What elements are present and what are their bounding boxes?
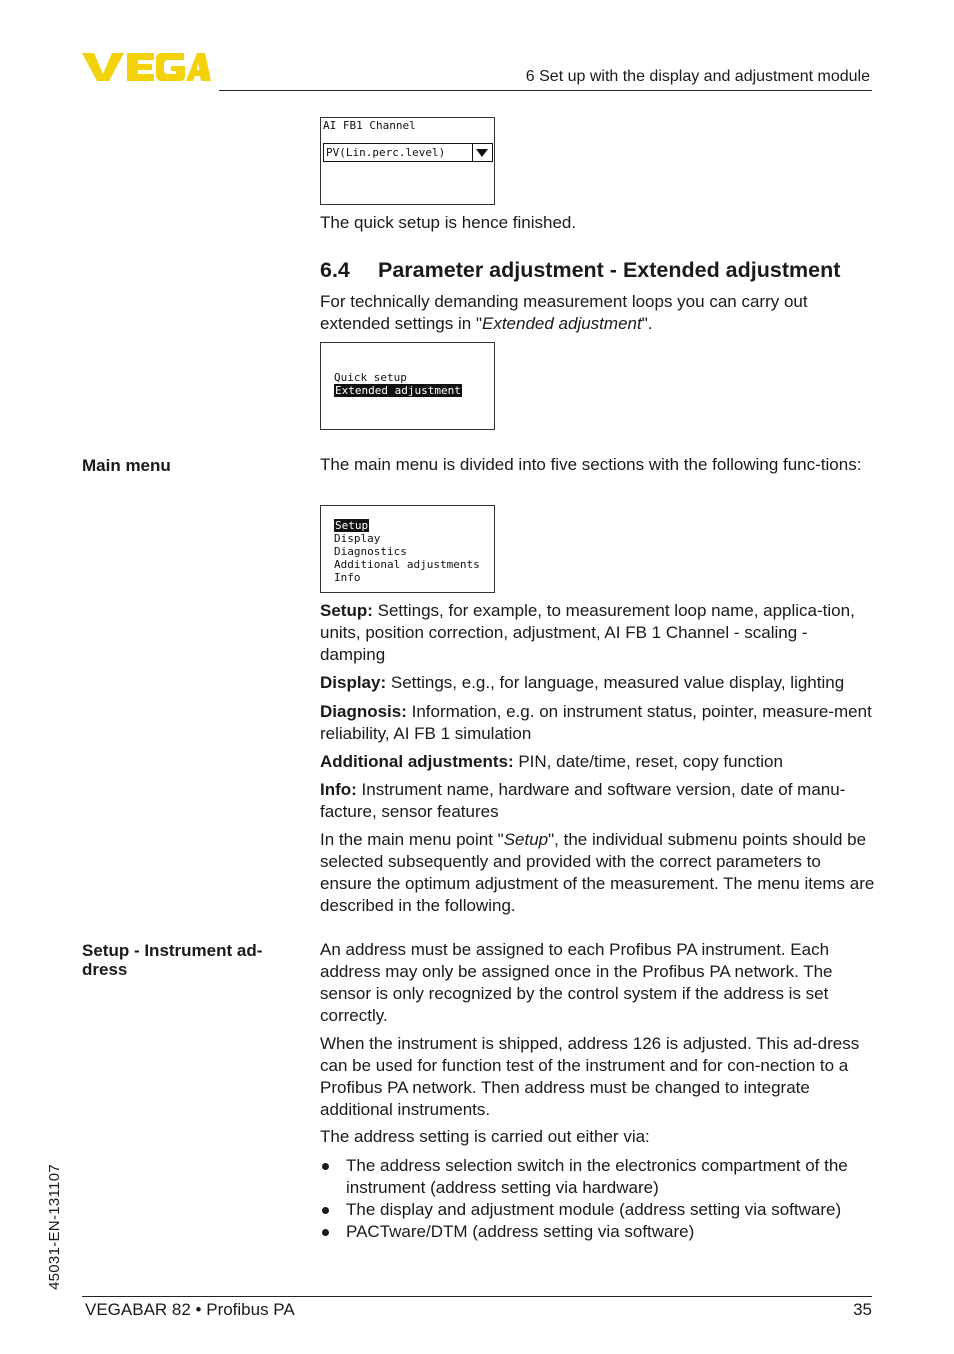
chapter-heading: 6 Set up with the display and adjustment module [525, 68, 870, 85]
address-method-list [320, 1155, 876, 1243]
setup-note: In the main menu point "Setup", the individual submenu points should be selected subsequently and provided with the correct parameters to ensure the optimum adjustment of the measurement. The menu items are described in the following. [320, 830, 875, 915]
menu-description-additional-adjustments: Additional adjustments: PIN, date/time, reset, copy function [320, 752, 783, 771]
menu-description-setup: Setup: Settings, for example, to measurement loop name, applica-tion, units, position correction, adjustment, AI FB 1 Channel - scaling - damping [320, 601, 855, 664]
lcd-menu-item-info[interactable]: Info [334, 571, 361, 584]
lcd-menu-item-additional-adjustments[interactable]: Additional adjustments [334, 558, 480, 571]
section-number: 6.4 [320, 258, 350, 282]
quick-setup-finished-text: The quick setup is hence finished. [320, 213, 577, 232]
lcd-ai-fb1-channel-screen [320, 117, 495, 205]
lcd-screen-title: AI FB1 Channel [323, 119, 416, 132]
list-item: PACTware/DTM (address setting via software) [320, 1221, 876, 1243]
instrument-address-para-2: When the instrument is shipped, address 126 is adjusted. This ad-dress can be used for function test of the instrument and for con-nection to a Profibus PA network. Then address must be changed to integrate additional instruments. [320, 1034, 860, 1119]
instrument-address-para-1: An address must be assigned to each Profibus PA instrument. Each address may only be assigned once in the Profibus PA network. The sensor is only recognized by the control system if the address is set correctly. [320, 940, 833, 1025]
lcd-menu-item-quick-setup[interactable]: Quick setup [334, 371, 407, 384]
list-item: The display and adjustment module (address setting via software) [320, 1199, 876, 1221]
lcd-dropdown-value: PV(Lin.perc.level) [326, 146, 446, 159]
main-menu-label: Main menu [82, 456, 171, 475]
section-title: Parameter adjustment - Extended adjustment [378, 258, 841, 282]
dropdown-arrow-icon[interactable] [472, 144, 492, 161]
menu-description-diagnosis: Diagnosis: Information, e.g. on instrument status, pointer, measure-ment reliability, AI FB 1 simulation [320, 702, 872, 743]
lcd-main-menu-screen [320, 505, 495, 593]
menu-description-info: Info: Instrument name, hardware and software version, date of manu-facture, sensor features [320, 780, 846, 821]
lcd-menu-item-display[interactable]: Display [334, 532, 381, 545]
section-heading [320, 258, 840, 283]
lcd-menu-item-setup[interactable]: Setup [335, 519, 369, 532]
header-divider [219, 90, 872, 91]
lcd-adjustment-mode-screen [320, 342, 495, 430]
lcd-menu-item-extended-adjustment[interactable]: Extended adjustment [335, 384, 461, 397]
main-menu-intro: The main menu is divided into five sections with the following func-tions: [320, 455, 862, 474]
instrument-address-label: Setup - Instrument ad-dress [82, 941, 263, 979]
lcd-channel-dropdown[interactable] [323, 143, 493, 162]
lcd-menu-item-diagnostics[interactable]: Diagnostics [334, 545, 407, 558]
instrument-address-para-3: The address setting is carried out either via: [320, 1127, 650, 1146]
section-intro: For technically demanding measurement loops you can carry out extended settings in "Extended adjustment". [320, 292, 808, 333]
list-item: The address selection switch in the electronics compartment of the instrument (address setting via hardware) [320, 1155, 876, 1199]
vega-logo [80, 50, 212, 84]
page-number: 35 [853, 1300, 872, 1319]
footer-product: VEGABAR 82 • Profibus PA [85, 1300, 295, 1319]
document-code: 45031-EN-131107 [46, 1164, 63, 1290]
menu-description-display: Display: Settings, e.g., for language, measured value display, lighting [320, 673, 845, 692]
footer-divider [82, 1296, 872, 1297]
